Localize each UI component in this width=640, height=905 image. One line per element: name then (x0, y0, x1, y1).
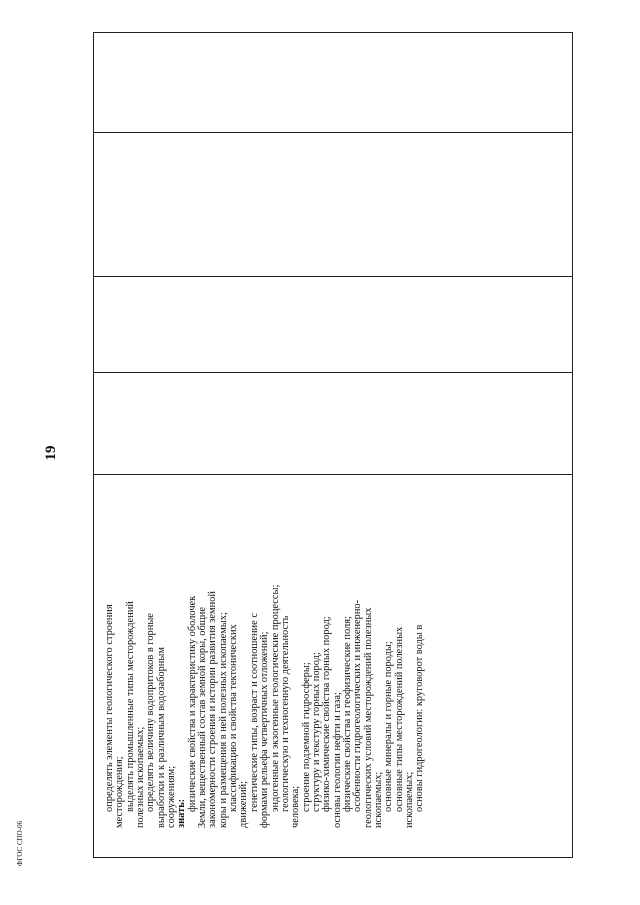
cell-line: ископаемых; (372, 771, 384, 828)
cell-line: определять элементы геологического строения (104, 604, 115, 812)
cell-line: структуру и текстуру горных пород; (310, 652, 322, 812)
cell-line: основы геологии нефти и газа; (331, 692, 343, 828)
table-divider (94, 132, 572, 133)
cell-line: основы гидрогеологии: круговорот воды в (414, 624, 426, 812)
cell-line: ископаемых; (403, 771, 415, 828)
cell-line: знать: (176, 798, 188, 828)
cell-line: особенности гидрогеологических и инженерно- (352, 599, 364, 812)
cell-line: определять величину водопритоков в горные (145, 613, 157, 812)
cell-line: физические свойства и геофизические поля; (341, 616, 353, 812)
cell-line: физико-химические свойства горных пород; (321, 616, 333, 812)
page-number: 19 (43, 445, 59, 461)
cell-line: основные минералы и горные породы; (383, 641, 395, 812)
cell-line: эндогенные и экзогенные геологические процессы; (269, 584, 281, 812)
cell-line: геологическую и техногенную деятельность (279, 615, 291, 812)
cell-line: формами рельефа четвертичных отложений; (259, 631, 271, 828)
cell-line: человека; (290, 785, 302, 828)
cell-line: классификацию и свойства тектонических (228, 624, 240, 812)
table-cell-content (105, 473, 563, 828)
table-divider (94, 276, 572, 277)
cell-line: генетические типы, возраст и соотношение с (248, 613, 260, 812)
cell-line: полезных ископаемых; (135, 726, 147, 828)
cell-line: движений; (238, 781, 250, 828)
cell-line: сооружениям; (166, 765, 178, 828)
cell-line: строение подземной гидросферы; (300, 662, 312, 812)
cell-line: геологических условий месторождений полезных (362, 607, 374, 828)
cell-line: выделять промышленные типы месторождений (124, 601, 136, 812)
table-divider (94, 372, 572, 373)
cell-line: выработки и к различным водозаборным (155, 647, 167, 828)
cell-line: месторождения; (114, 756, 126, 828)
cell-line: основные типы месторождений полезных (393, 626, 405, 812)
cell-line: Земли, вещественный состав земной коры, общие (197, 607, 209, 828)
document-footer: ФГОС СПО-06 (16, 820, 24, 866)
cell-line: коры и размещения в ней полезных ископаемых; (217, 612, 229, 828)
cell-line: физические свойства и характеристику оболочек (186, 595, 198, 812)
cell-line: закономерности строения и истории развития земной (207, 591, 219, 828)
